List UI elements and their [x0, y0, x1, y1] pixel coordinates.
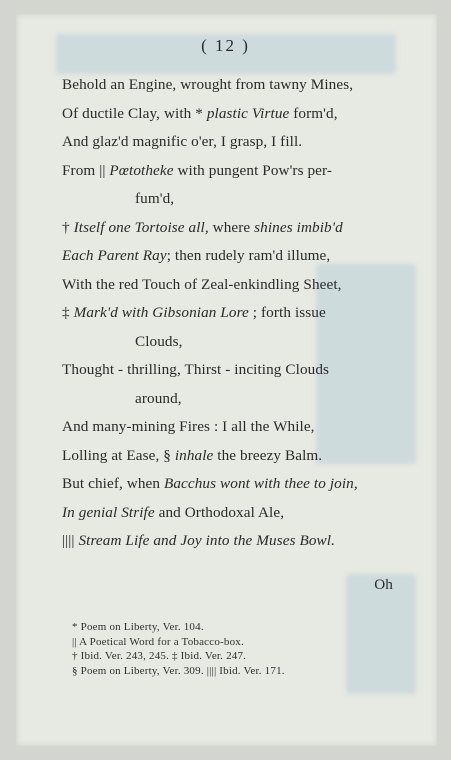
roman-phrase: With the red Touch of Zeal-enkindling Sheet,: [62, 275, 342, 293]
italic-phrase: inhale: [174, 446, 214, 464]
roman-phrase: †: [62, 218, 74, 236]
italic-phrase: shines imbib'd: [254, 218, 343, 236]
roman-phrase: fum'd,: [135, 190, 175, 207]
roman-phrase: around,: [135, 389, 182, 407]
italic-phrase: Itself one Tortoise all,: [73, 218, 209, 236]
poem-line: [62, 219, 343, 237]
italic-phrase: In genial Strife: [62, 503, 155, 521]
roman-phrase: From ||: [62, 161, 110, 179]
poem-line: [62, 247, 330, 265]
poem-line: [62, 133, 302, 151]
poem-line: [62, 361, 329, 379]
roman-phrase: Clouds,: [135, 332, 183, 350]
footnote: § Poem on Liberty, Ver. 309. |||| Ibid. Ver. 171.: [72, 664, 285, 677]
roman-phrase: But chief, when: [62, 475, 164, 492]
poem-line: [135, 190, 174, 208]
poem-line: [62, 304, 326, 322]
roman-phrase: Of ductile Clay, with *: [62, 104, 207, 122]
poem-line: [62, 532, 335, 550]
poem-line: [62, 504, 284, 522]
poem-line: [135, 333, 183, 351]
poem-line: [62, 447, 322, 465]
roman-phrase: where: [208, 218, 255, 236]
poem-line: [62, 162, 332, 180]
poem-line: [62, 475, 358, 493]
show-through: [316, 264, 416, 464]
page-number: ( 12 ): [201, 36, 250, 55]
poem-line: [62, 276, 342, 294]
roman-phrase: ; then rudely ram'd illume,: [166, 247, 331, 264]
italic-phrase: Bacchus wont with thee to join,: [163, 475, 358, 492]
italic-phrase: Stream Life and Joy into the Muses Bowl.: [78, 532, 335, 549]
poem-line: [62, 76, 353, 94]
roman-phrase: And glaz'd magnific o'er, I grasp, I fill.: [62, 133, 303, 150]
roman-phrase: the breezy Balm.: [213, 446, 323, 464]
italic-phrase: plastic Virtue: [206, 104, 290, 122]
poem-line: [62, 418, 315, 436]
footnote: || A Poetical Word for a Tobacco-box.: [72, 635, 244, 648]
catchword: Oh: [374, 576, 393, 593]
poem-line: [62, 105, 338, 123]
roman-phrase: with pungent Pow'rs per-: [173, 161, 333, 179]
roman-phrase: ; forth issue: [248, 304, 326, 321]
roman-phrase: And many-mining Fires : I all the While,: [62, 418, 315, 435]
footnote: * Poem on Liberty, Ver. 104.: [72, 621, 204, 633]
italic-phrase: Pœtotheke: [109, 161, 174, 179]
italic-phrase: Each Parent Ray: [62, 247, 167, 264]
roman-phrase: form'd,: [289, 104, 338, 122]
roman-phrase: Behold an Engine, wrought from tawny Mines,: [62, 76, 354, 93]
roman-phrase: Lolling at Ease, §: [62, 446, 175, 464]
roman-phrase: and Orthodoxal Ale,: [154, 503, 285, 521]
italic-phrase: Mark'd with Gibsonian Lore: [73, 304, 249, 321]
roman-phrase: ‡: [62, 304, 74, 321]
roman-phrase: Thought - thrilling, Thirst - inciting Clouds: [62, 361, 330, 378]
footnote: † Ibid. Ver. 243, 245. ‡ Ibid. Ver. 247.: [72, 650, 247, 662]
poem-line: [135, 390, 182, 408]
roman-phrase: ||||: [62, 532, 79, 549]
